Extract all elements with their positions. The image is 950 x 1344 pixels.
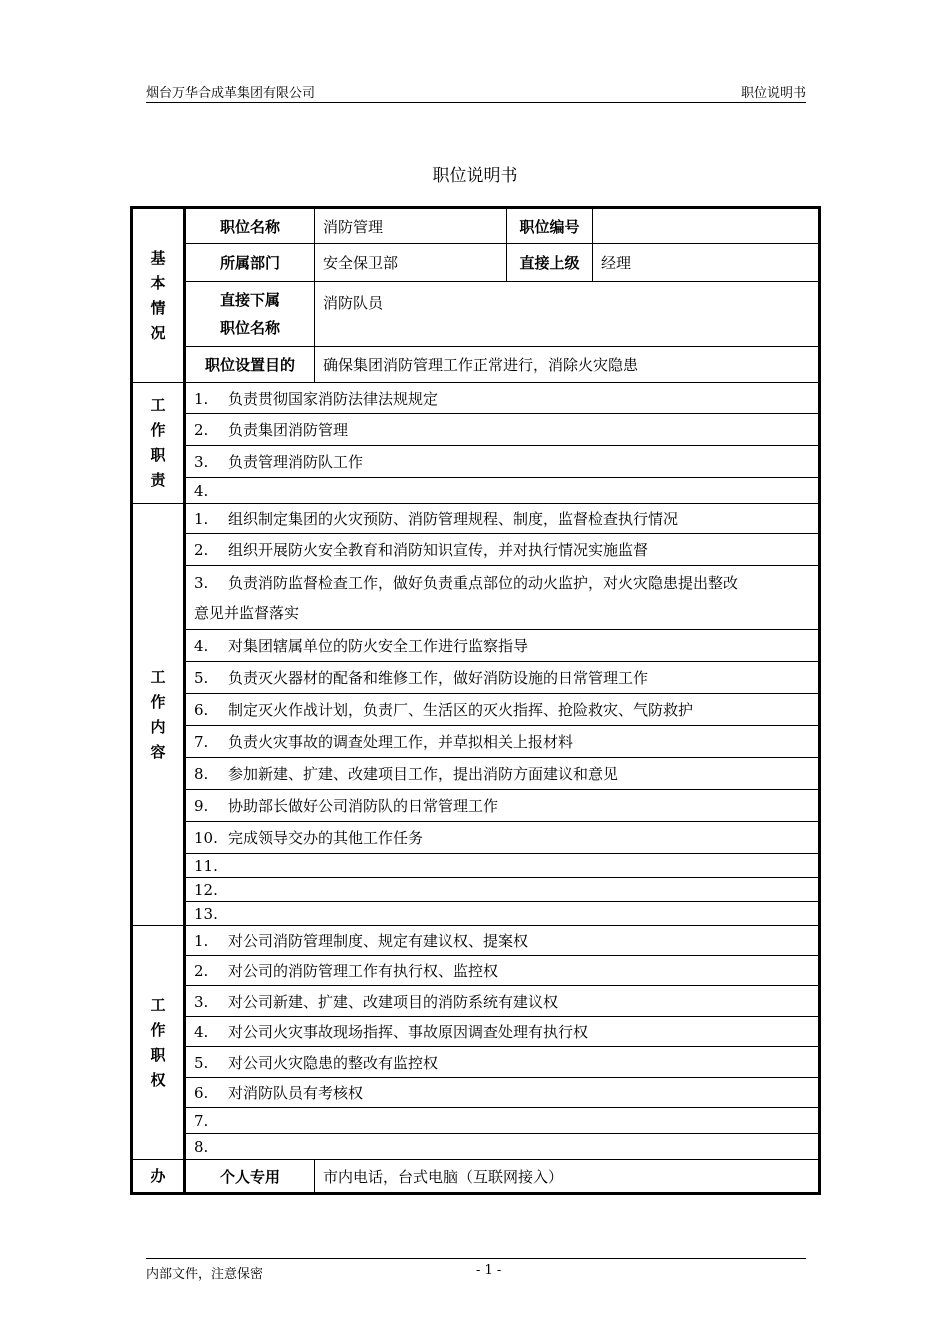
authority-section-label: 工 作 职 权 — [133, 926, 185, 1160]
authority-item: 7. — [185, 1108, 819, 1134]
position-code-value — [593, 209, 819, 244]
department-label: 所属部门 — [185, 244, 315, 282]
duty-item: 3. 负责管理消防队工作 — [185, 446, 819, 478]
content-item: 11. — [185, 854, 819, 878]
superior-value: 经理 — [593, 244, 819, 282]
duties-section — [133, 383, 819, 504]
content-item: 3. 负责消防监督检查工作，做好负责重点部位的动火监护，对火灾隐患提出整改 意见并监督落实 — [185, 566, 819, 630]
basic-section-label: 基 本 情 况 — [133, 209, 185, 383]
company-name: 烟台万华合成革集团有限公司 — [146, 86, 316, 101]
content-item: 8. 参加新建、扩建、改建项目工作，提出消防方面建议和意见 — [185, 758, 819, 790]
purpose-value: 确保集团消防管理工作正常进行，消除火灾隐患 — [315, 347, 819, 383]
duties-section-label: 工 作 职 责 — [133, 383, 185, 504]
page-title: 职位说明书 — [432, 166, 518, 186]
superior-label: 直接上级 — [507, 244, 593, 282]
office-section-label: 办 — [133, 1160, 185, 1193]
page-header — [146, 80, 806, 103]
position-name-value: 消防管理 — [315, 209, 507, 244]
content-item: 6. 制定灭火作战计划，负责厂、生活区的灭火指挥、抢险救灾、气防救护 — [185, 694, 819, 726]
duty-item: 4. — [185, 478, 819, 504]
contents-section-label: 工 作 内 容 — [133, 504, 185, 926]
duty-item: 1. 负责贯彻国家消防法律法规规定 — [185, 383, 819, 414]
content-item: 5. 负责灭火器材的配备和维修工作，做好消防设施的日常管理工作 — [185, 662, 819, 694]
content-item: 2. 组织开展防火安全教育和消防知识宣传，并对执行情况实施监督 — [185, 534, 819, 566]
content-item: 10. 完成领导交办的其他工作任务 — [185, 822, 819, 854]
confidential-note: 内部文件，注意保密 — [146, 1267, 264, 1282]
position-name-label: 职位名称 — [185, 209, 315, 244]
authority-item: 2. 对公司的消防管理工作有执行权、监控权 — [185, 956, 819, 986]
office-section — [133, 1160, 819, 1193]
purpose-label: 职位设置目的 — [185, 347, 315, 383]
authority-section — [133, 926, 819, 1160]
content-item: 1. 组织制定集团的火灾预防、消防管理规程、制度，监督检查执行情况 — [185, 504, 819, 534]
authority-item: 5. 对公司火灾隐患的整改有监控权 — [185, 1047, 819, 1078]
page-number: - 1 - — [476, 1263, 502, 1278]
authority-item: 8. — [185, 1134, 819, 1160]
department-value: 安全保卫部 — [315, 244, 507, 282]
content-item: 13. — [185, 902, 819, 926]
position-code-label: 职位编号 — [507, 209, 593, 244]
content-item: 4. 对集团辖属单位的防火安全工作进行监察指导 — [185, 630, 819, 662]
personal-use-value: 市内电话，台式电脑（互联网接入） — [315, 1160, 819, 1193]
page-footer — [146, 1258, 806, 1283]
content-item: 12. — [185, 878, 819, 902]
content-item: 7. 负责火灾事故的调查处理工作，并草拟相关上报材料 — [185, 726, 819, 758]
authority-item: 6. 对消防队员有考核权 — [185, 1078, 819, 1108]
duty-item: 2. 负责集团消防管理 — [185, 414, 819, 446]
personal-use-label: 个人专用 — [185, 1160, 315, 1193]
contents-section — [133, 504, 819, 926]
authority-item: 3. 对公司新建、扩建、改建项目的消防系统有建议权 — [185, 986, 819, 1017]
job-description-table — [132, 208, 819, 1193]
doc-type-label: 职位说明书 — [740, 86, 806, 101]
authority-item: 1. 对公司消防管理制度、规定有建议权、提案权 — [185, 926, 819, 956]
subordinates-value: 消防队员 — [315, 282, 819, 347]
subordinates-label: 直接下属 职位名称 — [185, 282, 315, 347]
authority-item: 4. 对公司火灾事故现场指挥、事故原因调查处理有执行权 — [185, 1017, 819, 1047]
content-item: 9. 协助部长做好公司消防队的日常管理工作 — [185, 790, 819, 822]
basic-section — [133, 209, 819, 383]
